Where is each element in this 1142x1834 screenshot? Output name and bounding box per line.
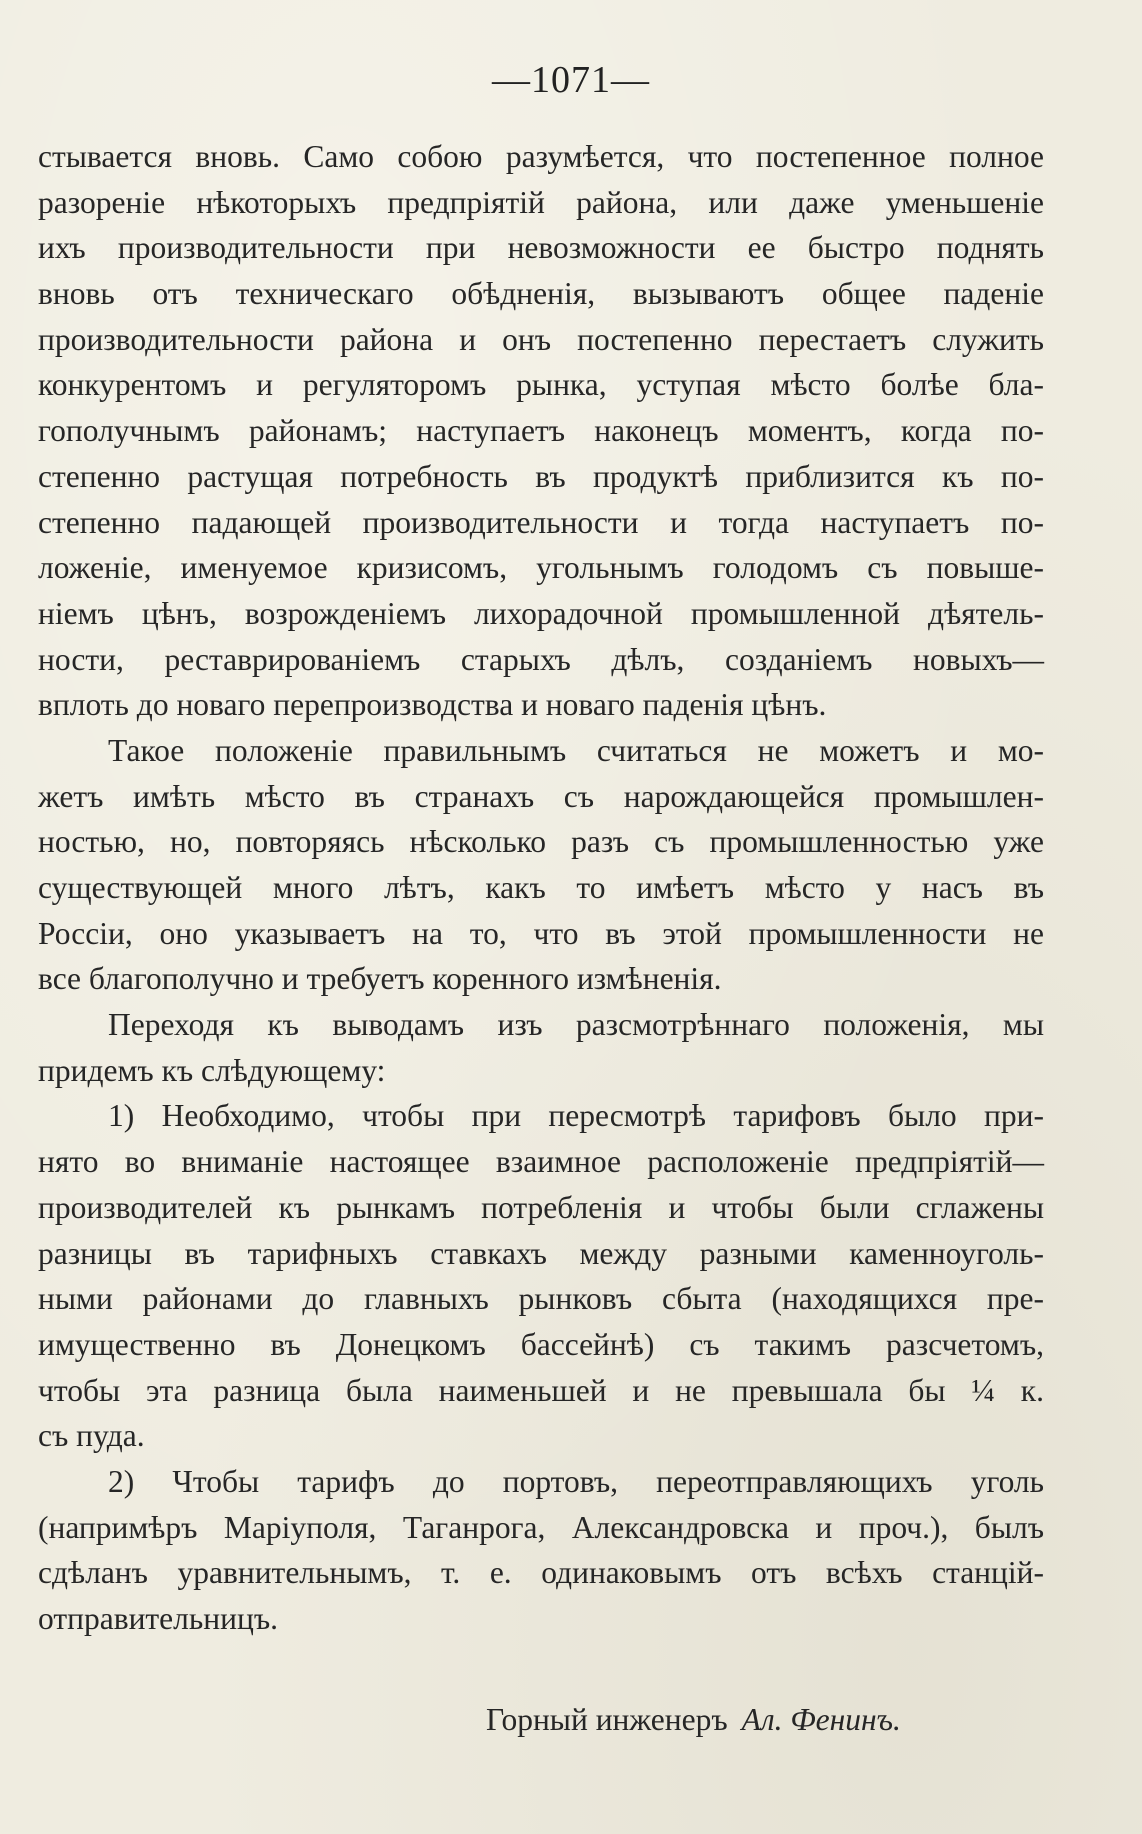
signature-author: Ал. Фенинъ. bbox=[741, 1702, 901, 1737]
text-line: разореніе нѣкоторыхъ предпріятій района, или даже уменьшеніе bbox=[38, 184, 1044, 220]
page-number: —1071— bbox=[492, 59, 650, 101]
text-line: съ пуда. bbox=[38, 1418, 145, 1454]
text-line: существующей много лѣтъ, какъ то имѣетъ мѣсто у насъ въ bbox=[38, 870, 1044, 905]
text-line: конкурентомъ и регуляторомъ рынка, уступая мѣсто болѣе бла- bbox=[38, 367, 1044, 403]
text-line: ихъ производительности при невозможности ее быстро поднять bbox=[38, 230, 1044, 266]
text-line: сдѣланъ уравнительнымъ, т. е. одинаковымъ отъ всѣхъ станцій- bbox=[38, 1555, 1044, 1591]
paragraph-first-line: Переходя къ выводамъ изъ разсмотрѣннаго положенія, мы bbox=[108, 1007, 1044, 1043]
text-line: ніемъ цѣнъ, возрожденіемъ лихорадочной промышленной дѣятель- bbox=[38, 595, 1044, 631]
signature bbox=[486, 1697, 901, 1743]
text-line: жетъ имѣть мѣсто въ странахъ съ нарождающейся промышлен- bbox=[38, 778, 1044, 814]
text-line: отправительницъ. bbox=[38, 1601, 278, 1636]
text-line: имущественно въ Донецкомъ бассейнѣ) съ такимъ разсчетомъ, bbox=[38, 1326, 1044, 1362]
body-text bbox=[38, 134, 1044, 1642]
text-line: вновь отъ техническаго обѣдненія, вызываютъ общее паденіе bbox=[38, 276, 1044, 312]
text-line: стывается вновь. Само собою разумѣется, что постепенное полное bbox=[38, 139, 1044, 174]
text-line: Россіи, оно указываетъ на то, что въ этой промышленности не bbox=[38, 915, 1044, 951]
text-line: производительности района и онъ постепенно перестаетъ служить bbox=[38, 321, 1044, 357]
text-line: производителей къ рынкамъ потребленія и чтобы были сглажены bbox=[38, 1189, 1044, 1225]
text-line: гополучнымъ районамъ; наступаетъ наконецъ моментъ, когда по- bbox=[38, 413, 1044, 449]
text-line: (напримѣръ Маріуполя, Таганрога, Александровска и проч.), былъ bbox=[38, 1509, 1044, 1545]
text-line: степенно падающей производительности и тогда наступаетъ по- bbox=[38, 504, 1044, 540]
text-line: придемъ къ слѣдующему: bbox=[38, 1052, 386, 1088]
text-line: вплоть до новаго перепроизводства и новаго паденія цѣнъ. bbox=[38, 687, 827, 723]
text-line: чтобы эта разница была наименьшей и не превышала бы ¼ к. bbox=[38, 1372, 1044, 1408]
text-line: разницы въ тарифныхъ ставкахъ между разными каменноуголь- bbox=[38, 1235, 1044, 1271]
list-item-2-first-line: 2) Чтобы тарифъ до портовъ, переотправляющихъ уголь bbox=[108, 1463, 1044, 1499]
text-line: все благополучно и требуетъ коренного измѣненія. bbox=[38, 961, 722, 997]
text-line: степенно растущая потребность въ продуктѣ приблизится къ по- bbox=[38, 458, 1044, 494]
list-item-1-first-line: 1) Необходимо, чтобы при пересмотрѣ тарифовъ было при- bbox=[108, 1098, 1044, 1134]
text-line: нято во вниманіе настоящее взаимное расположеніе предпріятій— bbox=[38, 1144, 1044, 1180]
paragraph-first-line: Такое положеніе правильнымъ считаться не можетъ и мо- bbox=[108, 732, 1044, 768]
text-line: ными районами до главныхъ рынковъ сбыта (находящихся пре- bbox=[38, 1281, 1044, 1317]
text-line: ности, реставрированіемъ старыхъ дѣлъ, созданіемъ новыхъ— bbox=[38, 641, 1044, 677]
text-line: ностью, но, повторяясь нѣсколько разъ съ промышленностью уже bbox=[38, 824, 1044, 860]
text-line: ложеніе, именуемое кризисомъ, угольнымъ голодомъ съ повыше- bbox=[38, 550, 1044, 586]
signature-title: Горный инженеръ bbox=[486, 1702, 728, 1737]
